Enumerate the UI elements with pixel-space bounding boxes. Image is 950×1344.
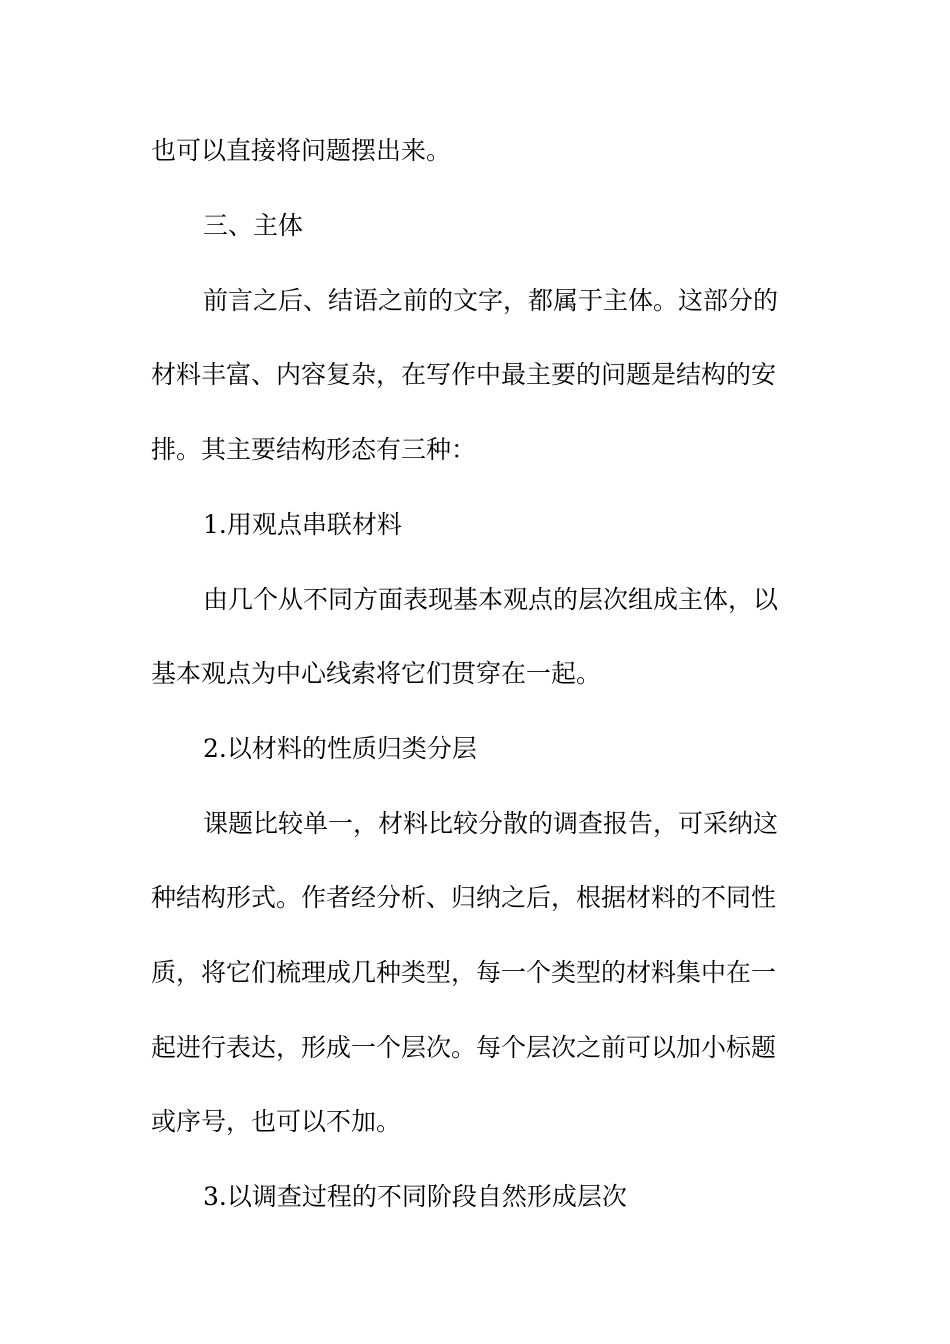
- subheading: 2.以材料的性质归类分层: [203, 734, 477, 763]
- body-text-line: 质，将它们梳理成几种类型，每一个类型的材料集中在一: [151, 958, 777, 987]
- body-text-line: 或序号，也可以不加。: [151, 1107, 402, 1136]
- body-text-line: 起进行表达，形成一个层次。每个层次之前可以加小标题: [151, 1033, 777, 1062]
- body-text-line: 基本观点为中心线索将它们贯穿在一起。: [151, 659, 602, 688]
- body-text-line: 前言之后、结语之前的文字，都属于主体。这部分的: [203, 286, 779, 315]
- paragraph-continuation: 也可以直接将问题摆出来。: [151, 136, 452, 165]
- section-heading: 三、主体: [203, 211, 304, 240]
- body-text-line: 课题比较单一，材料比较分散的调查报告，可采纳这: [203, 809, 779, 838]
- subheading: 1.用观点串联材料: [203, 510, 402, 539]
- body-text-line: 材料丰富、内容复杂，在写作中最主要的问题是结构的安: [151, 360, 777, 389]
- body-text-line: 排。其主要结构形态有三种：: [151, 435, 477, 464]
- body-text-line: 由几个从不同方面表现基本观点的层次组成主体，以: [203, 585, 779, 614]
- body-text-line: 种结构形式。作者经分析、归纳之后，根据材料的不同性: [151, 883, 777, 912]
- subheading: 3.以调查过程的不同阶段自然形成层次: [203, 1182, 627, 1211]
